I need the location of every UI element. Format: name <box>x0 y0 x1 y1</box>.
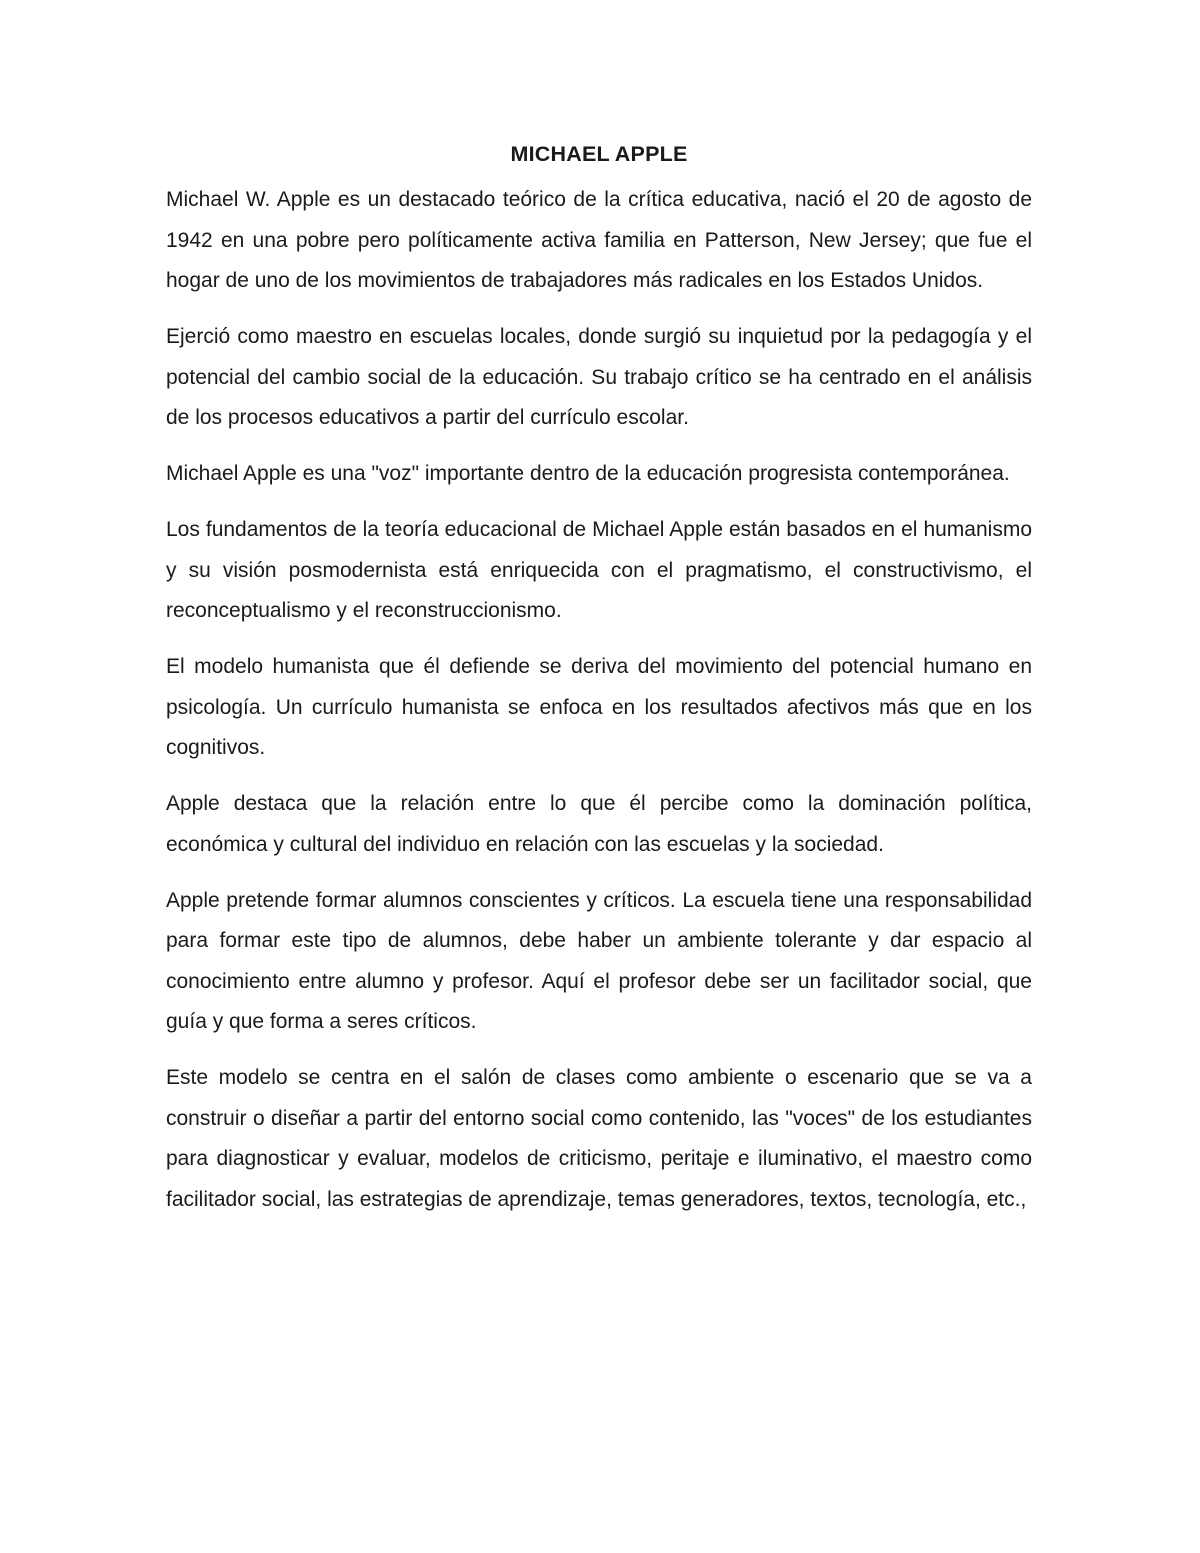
paragraph-humanist-model: El modelo humanista que él defiende se deriva del movimiento del potencial humano en psicología. Un currículo humanista se enfoca en los resultados afectivos más que en los cognitivos. <box>166 655 1032 759</box>
paragraph-classroom-model: Este modelo se centra en el salón de clases como ambiente o escenario que se va a construir o diseñar a partir del entorno social como contenido, las "voces" de los estudiantes para diagnosticar y evaluar, modelos de criticismo, peritaje e iluminativo, el maestro como facilitador social, las estrategias de aprendizaje, temas generadores, textos, tecnología, etc., <box>166 1066 1032 1211</box>
paragraph-career: Ejerció como maestro en escuelas locales, donde surgió su inquietud por la pedagogía y el potencial del cambio social de la educación. Su trabajo crítico se ha centrado en el análisis de los procesos educativos a partir del currículo escolar. <box>166 325 1032 429</box>
document-body <box>166 138 1032 1236</box>
document-title: MICHAEL APPLE <box>510 142 688 166</box>
paragraph-progressive-voice: Michael Apple es una "voz" importante dentro de la educación progresista contemporánea. <box>166 462 1010 485</box>
paragraph-domination: Apple destaca que la relación entre lo que él percibe como la dominación política, económica y cultural del individuo en relación con las escuelas y la sociedad. <box>166 792 1032 856</box>
paragraph-biography: Michael W. Apple es un destacado teórico de la crítica educativa, nació el 20 de agosto de 1942 en una pobre pero políticamente activa familia en Patterson, New Jersey; que fue el hogar de uno de los movimientos de trabajadores más radicales en los Estados Unidos. <box>166 188 1032 292</box>
paragraph-critical-students: Apple pretende formar alumnos conscientes y críticos. La escuela tiene una responsabilidad para formar este tipo de alumnos, debe haber un ambiente tolerante y dar espacio al conocimiento entre alumno y profesor. Aquí el profesor debe ser un facilitador social, que guía y que forma a seres críticos. <box>166 888 1032 1033</box>
paragraph-foundations: Los fundamentos de la teoría educacional de Michael Apple están basados en el humanismo y su visión posmodernista está enriquecida con el pragmatismo, el constructivismo, el reconceptualismo y el reconstruccionismo. <box>166 518 1032 622</box>
